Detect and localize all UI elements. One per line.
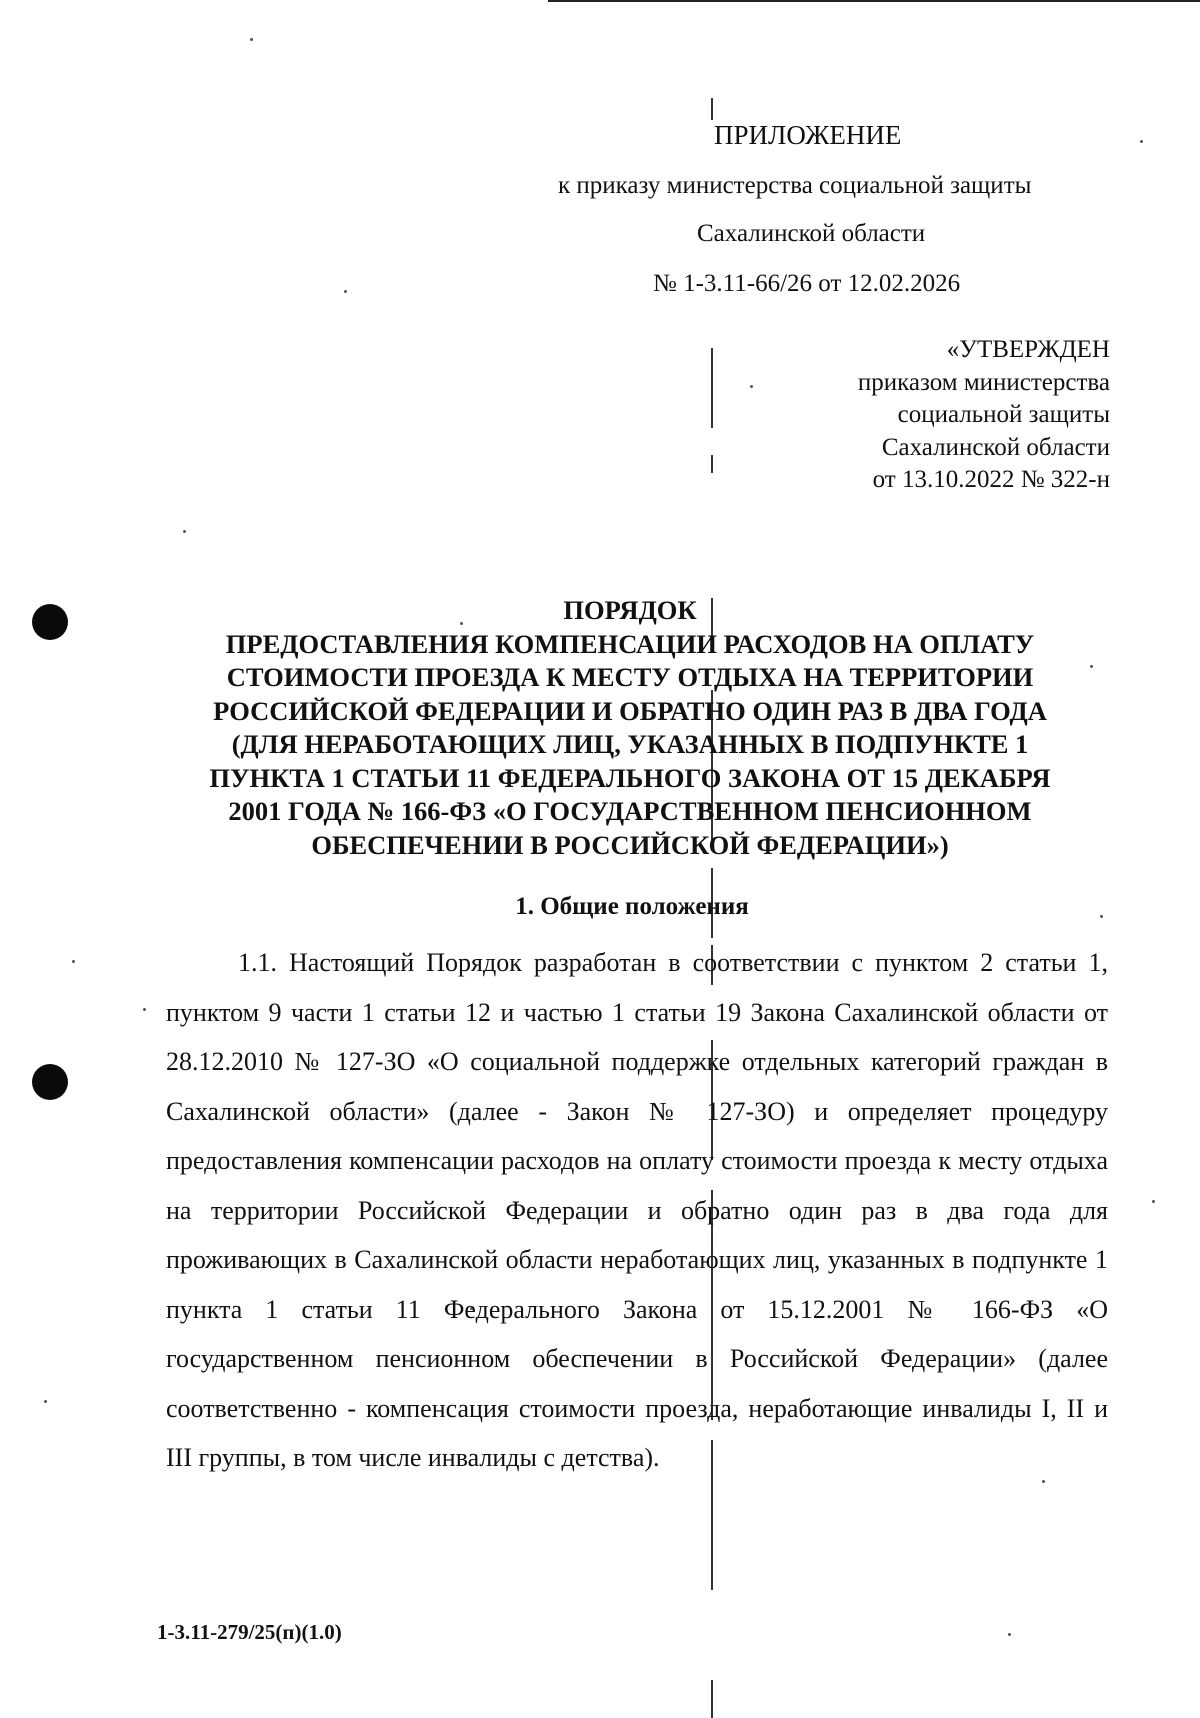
punch-hole-top: [32, 604, 68, 640]
appendix-number-line: № 1-3.11-66/26 от 12.02.2026: [653, 270, 961, 297]
appendix-region-line: Сахалинской области: [697, 220, 926, 247]
title-line-3: СТОИМОСТИ ПРОЕЗДА К МЕСТУ ОТДЫХА НА ТЕРРИТОРИИ: [226, 662, 1034, 692]
approved-line-2: приказом министерства: [857, 368, 1110, 396]
approved-line-4: Сахалинской области: [881, 433, 1110, 461]
title-line-2: ПРЕДОСТАВЛЕНИЯ КОМПЕНСАЦИИ РАСХОДОВ НА ОПЛАТУ: [225, 628, 1035, 659]
punch-hole-bottom: [32, 1064, 68, 1100]
scan-edge-line: [548, 0, 1200, 2]
document-title: [160, 594, 1100, 862]
paragraph-1-1: 1.1. Настоящий Порядок разработан в соответствии с пунктом 2 статьи 1, пунктом 9 части 1 статьи 12 и частью 1 статьи 19 Закона Сахалинской области от 28.12.2010 № 127-ЗО «О социальной поддержке отдельных категорий граждан в Сахалинской области» (далее - Закон № 127-ЗО) и определяет процедуру предоставления компенсации расходов на оплату стоимости проезда к месту отдыха на территории Российской Федерации и обратно один раз в два года для проживающих в Сахалинской области неработающих лиц, указанных в подпункте 1 пункта 1 статьи 11 Федерального Закона от 15.12.2001 № 166-ФЗ «О государственном пенсионном обеспечении в Российской Федерации» (далее соответственно - компенсация стоимости проезда, неработающие инвалиды I, II и III группы, в том числе инвалиды с детства).: [166, 948, 1108, 1472]
title-line-7: 2001 ГОДА № 166-ФЗ «О ГОСУДАРСТВЕННОМ ПЕНСИОННОМ: [228, 796, 1032, 826]
document-code: 1-3.11-279/25(п)(1.0): [157, 1620, 342, 1644]
title-line-6: ПУНКТА 1 СТАТЬИ 11 ФЕДЕРАЛЬНОГО ЗАКОНА ОТ 15 ДЕКАБРЯ: [209, 762, 1051, 793]
appendix-order-line: к приказу министерства социальной защиты: [558, 172, 1032, 199]
title-line-5: (ДЛЯ НЕРАБОТАЮЩИХ ЛИЦ, УКАЗАННЫХ В ПОДПУНКТЕ 1: [231, 729, 1029, 759]
approved-date-number: от 13.10.2022 № 322-н: [872, 466, 1110, 493]
title-line-1: ПОРЯДОК: [563, 595, 697, 625]
title-line-4: РОССИЙСКОЙ ФЕДЕРАЦИИ И ОБРАТНО ОДИН РАЗ В ДВА ГОДА: [213, 695, 1047, 726]
title-line-8: ОБЕСПЕЧЕНИИ В РОССИЙСКОЙ ФЕДЕРАЦИИ»): [311, 829, 949, 860]
approved-stamp-block: [858, 334, 1110, 497]
approved-line-3: социальной защиты: [897, 401, 1110, 428]
section-heading: 1. Общие положения: [515, 893, 749, 920]
approved-label: «УТВЕРЖДЕН: [946, 336, 1110, 363]
